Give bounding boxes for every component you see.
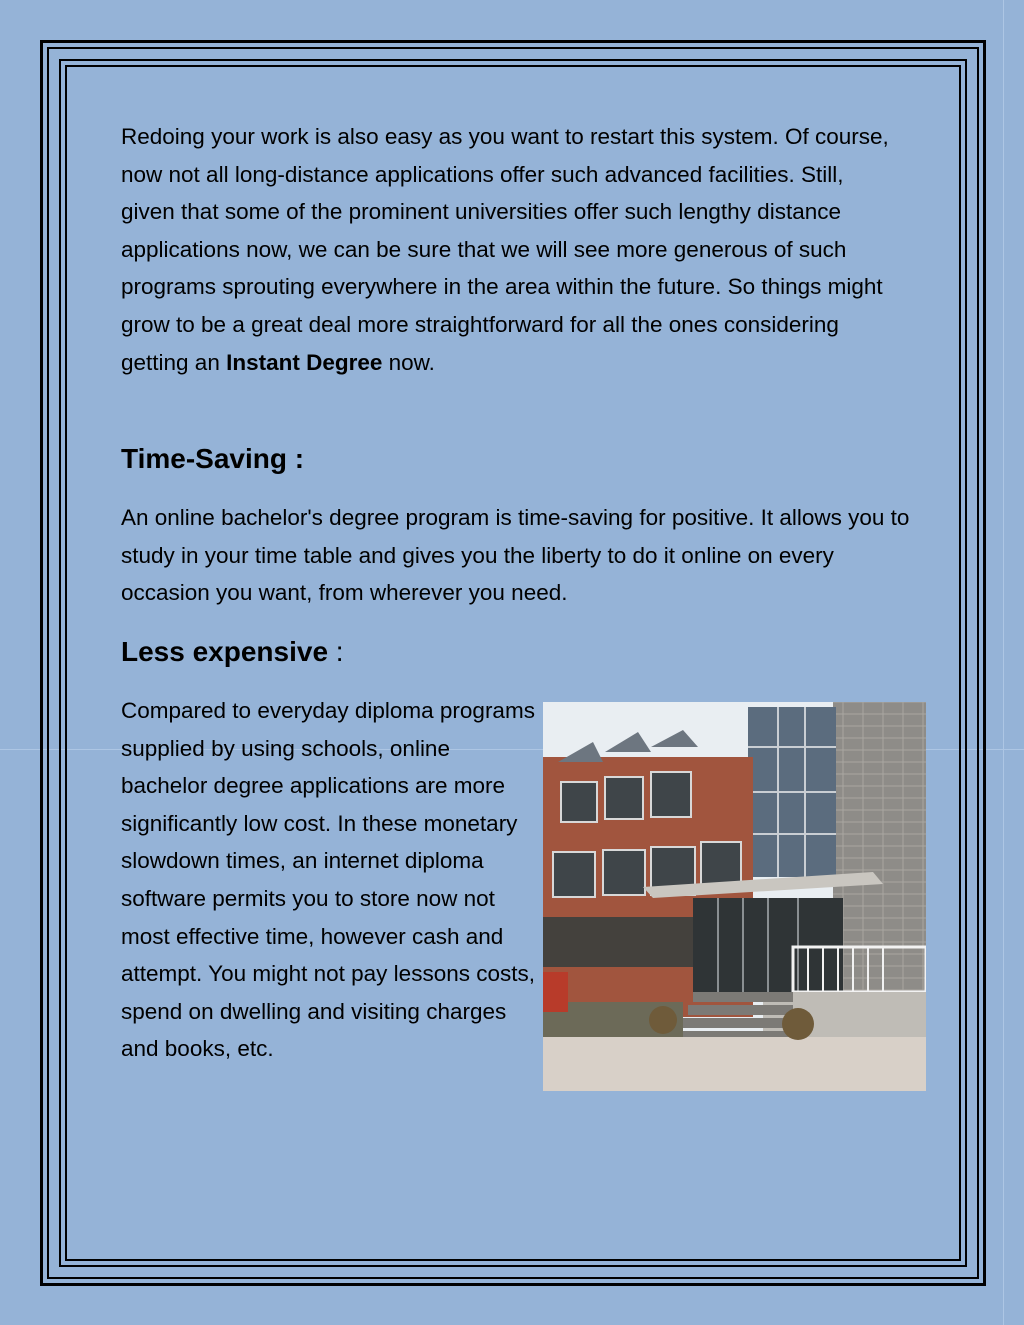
time-saving-paragraph: An online bachelor's degree program is time-saving for positive. It allows you to study in your time table and gives you the liberty to do it online on every occasion you want, from wherever you need. (121, 505, 910, 606)
intro-paragraph (121, 118, 901, 381)
intro-section (121, 118, 901, 381)
instant-degree-bold: Instant Degree (226, 349, 383, 375)
university-building-photo (543, 702, 926, 1091)
page-guide-vertical (1003, 0, 1004, 1325)
less-expensive-heading-colon: : (328, 636, 344, 667)
intro-text-end: now. (382, 349, 435, 375)
time-saving-heading: Time-Saving : (121, 443, 305, 474)
less-expensive-paragraph: Compared to everyday diploma programs supplied by using schools, online bachelor degree applications are more significantly low cost. In these monetary slowdown times, an internet diploma software permits you to store now not most effective time, however cash and attempt. You might not pay lessons costs, spend on dwelling and visiting charges and books, etc. (121, 698, 535, 1062)
less-expensive-heading (121, 634, 344, 670)
intro-text: Redoing your work is also easy as you want to restart this system. Of course, now not all long-distance applications offer such advanced facilities. Still, given that some of the prominent universities offer such lengthy distance applications now, we can be sure that we will see more generous of such programs sprouting everywhere in the area within the future. So things might grow to be a great deal more straightforward for all the ones considering getting an (121, 124, 889, 375)
less-expensive-heading-text: Less expensive (121, 636, 329, 667)
